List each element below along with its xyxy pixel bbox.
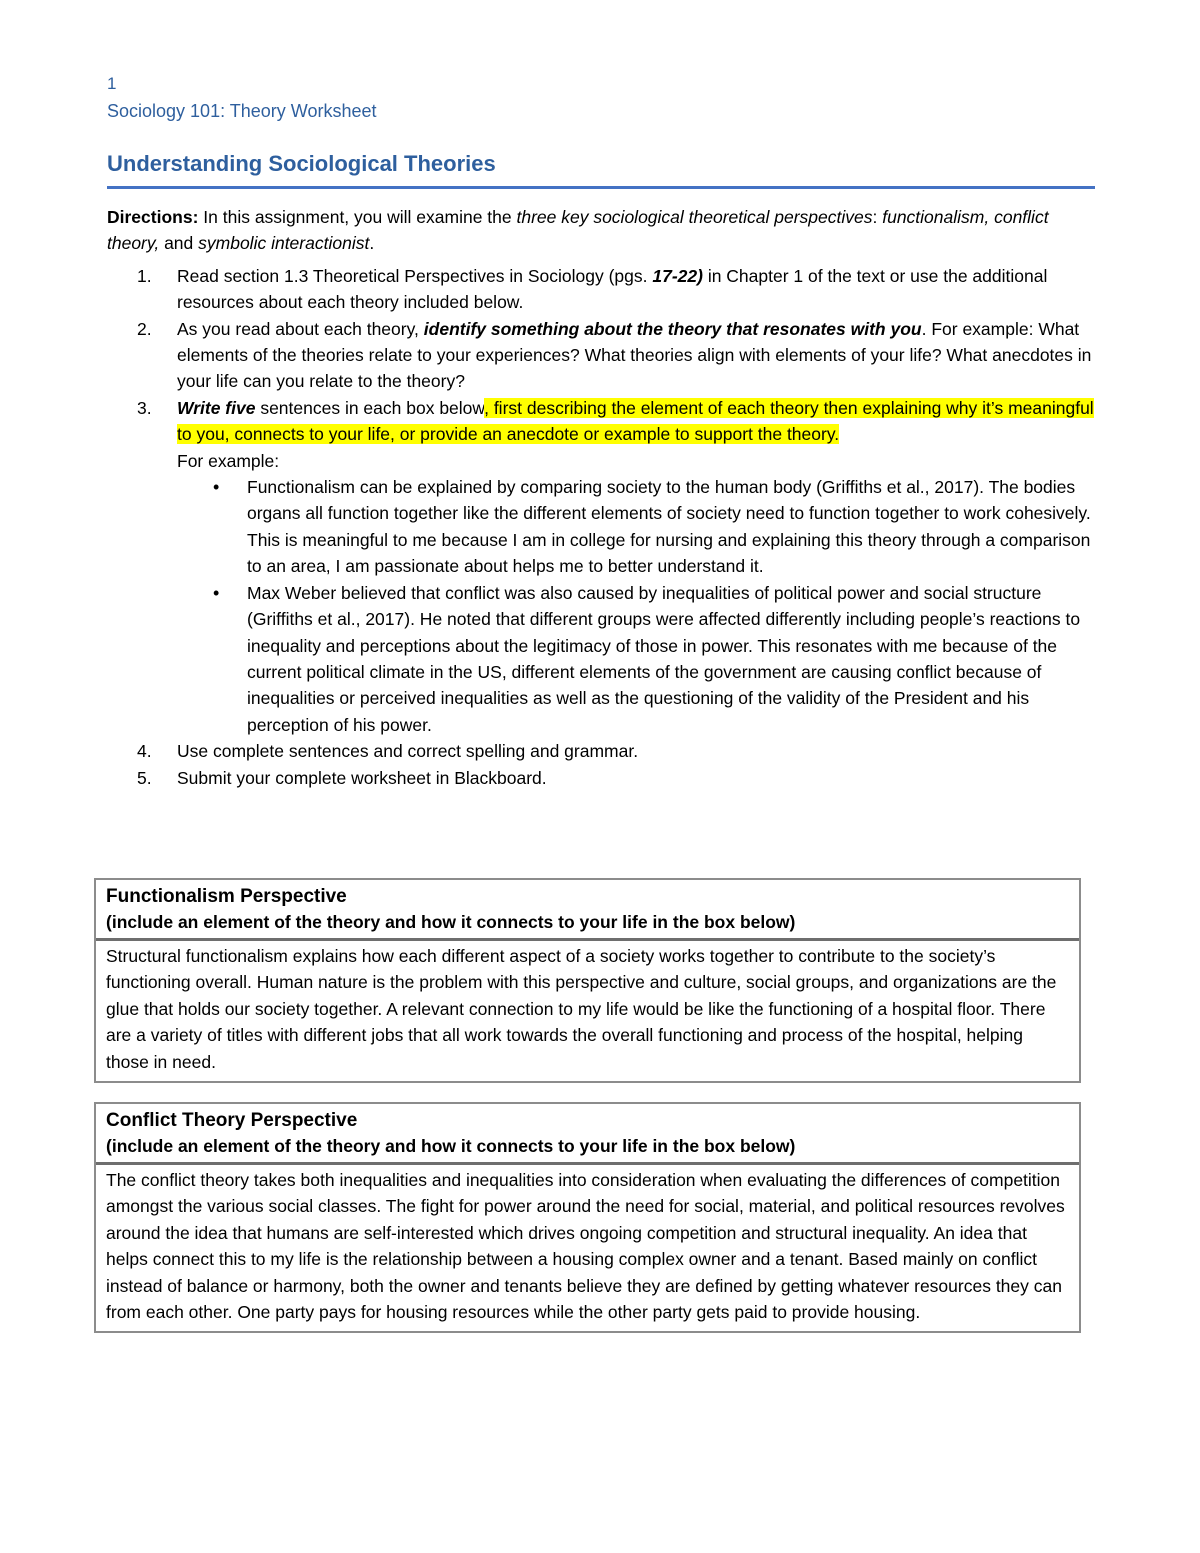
title-divider: [107, 186, 1095, 189]
step-number: 1.: [137, 265, 152, 286]
step-1: 1. Read section 1.3 Theoretical Perspectives in Sociology (pgs. 17-22) in Chapter 1 of the text or use the additional resources about each theory included below.: [107, 263, 1097, 316]
highlighted-instruction: , first describing the element of each theory then explaining why it’s meaningful to you, connects to your life, or provide an anecdote or example to support the theory.: [177, 397, 1094, 445]
box-title: Conflict Theory Perspective: [106, 1110, 358, 1131]
box-subtitle: (include an element of the theory and how it connects to your life in the box below): [106, 1136, 796, 1156]
box-header: [96, 1104, 1079, 1165]
directions-label: Directions:: [107, 207, 199, 227]
step-number: 3.: [137, 397, 152, 418]
box-title: Functionalism Perspective: [106, 886, 347, 907]
box-header: [96, 880, 1079, 941]
functionalism-answer[interactable]: Structural functionalism explains how each different aspect of a society works together to contribute to the society’s functioning overall. Human nature is the problem with this perspective and culture, social groups, and organizations are the glue that holds our society together. A relevant connection to my life would be like the functioning of a hospital floor. There are a variety of titles with different jobs that all work towards the overall functioning and process of the hospital, helping those in need.: [106, 946, 1057, 1072]
conflict-theory-answer[interactable]: The conflict theory takes both inequalities and inequalities into consideration when evaluating the differences of competition amongst the various social classes. The fight for power around the need for social, material, and political resources revolves around the idea that humans are self-interested which drives ongoing competition and structural inequality. An idea that helps connect this to my life is the relationship between a housing complex owner and a tenant. Based mainly on conflict instead of balance or harmony, both the owner and tenants believe they are defined by getting whatever resources they can from each other. One party pays for housing resources while the other party gets paid to provide housing.: [106, 1170, 1065, 1323]
page-title: Understanding Sociological Theories: [107, 151, 496, 176]
box-subtitle: (include an element of the theory and how it connects to your life in the box below): [106, 912, 796, 932]
conflict-theory-box: [94, 1102, 1081, 1333]
directions-paragraph: Directions: In this assignment, you will examine the three key sociological theoretical perspectives: functionalism, conflict theory, and symbolic interactionist.: [107, 207, 1049, 254]
examples-list: [177, 474, 1097, 738]
example-item: • Max Weber believed that conflict was also caused by inequalities of political power and social structure (Griffiths et al., 2017). He noted that different groups were affected differently including people’s reactions to inequality and perceptions about the legitimacy of those in power. This resonates with me because of the current political climate in the US, different elements of the government are causing conflict because of inequalities or perceived inequalities as well as the questioning of the validity of the President and his perception of his power.: [177, 580, 1097, 738]
step-2: 2. As you read about each theory, identify something about the theory that resonates with you. For example: What elements of the theories relate to your experiences? What theories align with elements of your life? What anecdotes in your life can you relate to the theory?: [107, 316, 1097, 395]
for-example-label: For example:: [177, 450, 280, 471]
instructions-section: [107, 204, 1097, 791]
page-number: 1: [107, 74, 117, 93]
bullet-icon: •: [213, 582, 220, 603]
step-3: 3. Write five sentences in each box below, first describing the element of each theory then explaining why it’s meaningful to you, connects to your life, or provide an anecdote or example to support the theory. For example: • Functionalism can be explained by comparing society to the human body (Griffiths et al., 2017). The bodies organs all function together like the different elements of society need to function together to work cohesively. This is meaningful to me because I am in college for nursing and explaining this theory through a comparison to an area, I am passionate about helps me to better understand it. • Max Weber believed that conflict was also caused by inequalities of political power and social structure (Griffiths et al., 2017). He noted that different groups were affected differently including people’s reactions to inequality and perceptions about the legitimacy of those in power. This resonates with me because of the current political climate in the US, different elements of the government are causing conflict because of inequalities or perceived inequalities as well as the questioning of the validity of the President and his perception of his power.: [107, 395, 1097, 738]
bullet-icon: •: [213, 477, 220, 498]
step-4: 4. Use complete sentences and correct spelling and grammar.: [107, 738, 1097, 764]
step-number: 2.: [137, 318, 152, 339]
steps-list: [107, 263, 1097, 791]
example-item: • Functionalism can be explained by comparing society to the human body (Griffiths et al., 2017). The bodies organs all function together like the different elements of society need to function together to work cohesively. This is meaningful to me because I am in college for nursing and explaining this theory through a comparison to an area, I am passionate about helps me to better understand it.: [177, 474, 1097, 580]
step-number: 4.: [137, 741, 152, 762]
document-label: Sociology 101: Theory Worksheet: [107, 101, 377, 121]
functionalism-box: [94, 878, 1081, 1083]
step-5: 5. Submit your complete worksheet in Blackboard.: [107, 765, 1097, 791]
step-number: 5.: [137, 767, 152, 788]
